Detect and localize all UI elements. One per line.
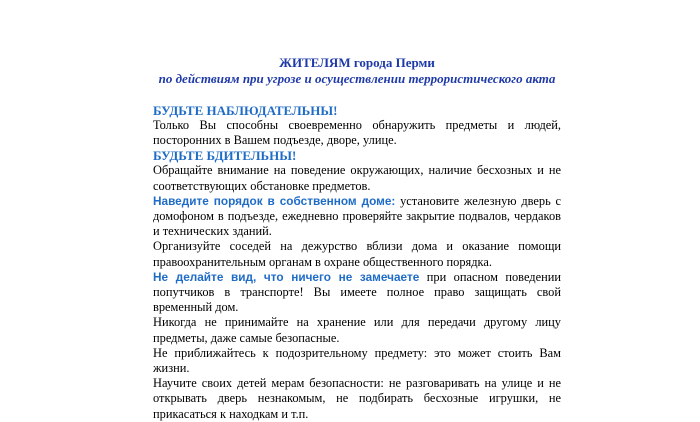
order-lead-phrase: Наведите порядок в собственном доме: bbox=[153, 193, 396, 208]
paragraph-dont-approach: Не приближайтесь к подозрительному предмету: это может стоить Вам жизни. bbox=[153, 345, 561, 376]
document-title: ЖИТЕЛЯМ города Перми bbox=[279, 55, 435, 70]
heading-vigilant: БУДЬТЕ БДИТЕЛЬНЫ! bbox=[153, 148, 297, 164]
dont-pretend-lead-phrase: Не делайте вид, что ничего не замечаете bbox=[153, 269, 420, 284]
paragraph-order bbox=[153, 194, 561, 240]
paragraph-observant: Только Вы способны своевременно обнаружить предметы и людей, посторонних в Вашем подъезде, дворе, улице. bbox=[153, 118, 561, 148]
leaflet-page bbox=[153, 55, 561, 422]
paragraph-teach-children: Научите своих детей мерам безопасности: не разговаривать на улице и не открывать дверь незнакомым, не подбирать бесхозные игрушки, не прикасаться к находкам и т.п. bbox=[153, 376, 561, 421]
document-subtitle: по действиям при угрозе и осуществлении террористического акта bbox=[158, 71, 556, 86]
paragraph-vigilant: Обращайте внимание на поведение окружающих, наличие бесхозных и не соответствующих обстановке предметов. bbox=[153, 163, 561, 193]
order-body: установите железную дверь с домофоном в подъезде, ежедневно проверяйте закрытие подвалов, чердаков и технических зданий. bbox=[153, 193, 562, 239]
paragraph-never-accept: Никогда не принимайте на хранение или для передачи другому лицу предметы, даже самые безопасные. bbox=[153, 315, 561, 345]
heading-observant: БУДЬТЕ НАБЛЮДАТЕЛЬНЫ! bbox=[153, 103, 338, 118]
spacer bbox=[153, 87, 561, 103]
paragraph-duty: Организуйте соседей на дежурство вблизи дома и оказание помощи правоохранительным органам в охране общественного порядка. bbox=[153, 239, 561, 269]
paragraph-dont-pretend bbox=[153, 270, 561, 316]
dont-pretend-body: при опасном поведении попутчиков в транспорте! Вы имеете полное право защищать свой временный дом. bbox=[153, 269, 561, 315]
